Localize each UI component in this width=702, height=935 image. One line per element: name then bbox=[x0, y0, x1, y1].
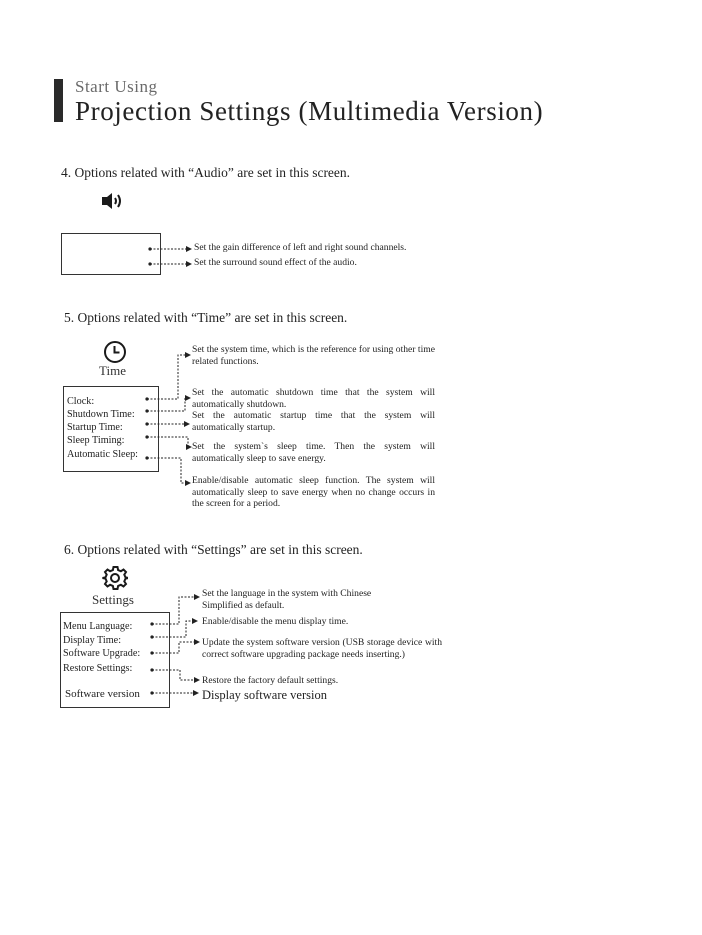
time-heading: 5. Options related with “Time” are set in this screen. bbox=[64, 310, 348, 325]
time-item-clock: Clock: bbox=[67, 396, 95, 407]
settings-heading: 6. Options related with “Settings” are set in this screen. bbox=[64, 542, 363, 557]
settings-note-display-time: Enable/disable the menu display time. bbox=[202, 616, 349, 627]
time-item-sleep-timing: Sleep Timing: bbox=[67, 435, 125, 446]
time-item-auto-sleep: Automatic Sleep: bbox=[67, 449, 139, 460]
settings-item-language: Menu Language: bbox=[63, 621, 133, 632]
time-note-shutdown: Set the automatic shutdown time that the system will automatically shutdown. bbox=[192, 387, 435, 410]
settings-note-upgrade: Update the system software version (USB storage device with correct software upgrading package needs inserting.) bbox=[202, 637, 442, 660]
section-kicker: Start Using bbox=[75, 77, 158, 96]
audio-heading: 4. Options related with “Audio” are set in this screen. bbox=[61, 165, 351, 180]
settings-note-version: Display software version bbox=[202, 688, 327, 702]
settings-icon-label: Settings bbox=[92, 592, 134, 607]
time-item-shutdown: Shutdown Time: bbox=[67, 409, 135, 420]
time-icon-label: Time bbox=[99, 363, 126, 378]
audio-note-balance: Set the gain difference of left and right sound channels. bbox=[194, 242, 407, 253]
time-note-auto-sleep: Enable/disable automatic sleep function. The system will automatically sleep to save energy when no change occurs in the screen for a period. bbox=[192, 475, 435, 509]
time-note-sleep: Set the system`s sleep time. Then the system will automatically sleep to save energy. bbox=[192, 441, 435, 464]
time-note-startup: Set the automatic startup time that the system will automatically startup. bbox=[192, 410, 435, 433]
page-title: Projection Settings (Multimedia Version) bbox=[75, 96, 544, 126]
audio-note-surround: Set the surround sound effect of the audio. bbox=[194, 257, 357, 268]
settings-item-restore: Restore Settings: bbox=[63, 663, 133, 674]
time-item-startup: Startup Time: bbox=[67, 422, 123, 433]
time-note-clock: Set the system time, which is the reference for using other time related functions. bbox=[192, 344, 435, 367]
settings-note-language: Set the language in the system with Chinese Simplified as default. bbox=[202, 588, 372, 611]
settings-item-upgrade: Software Upgrade: bbox=[63, 648, 141, 659]
settings-item-display-time: Display Time: bbox=[63, 635, 122, 646]
settings-note-restore: Restore the factory default settings. bbox=[202, 675, 339, 686]
settings-item-version: Software version bbox=[65, 688, 140, 700]
